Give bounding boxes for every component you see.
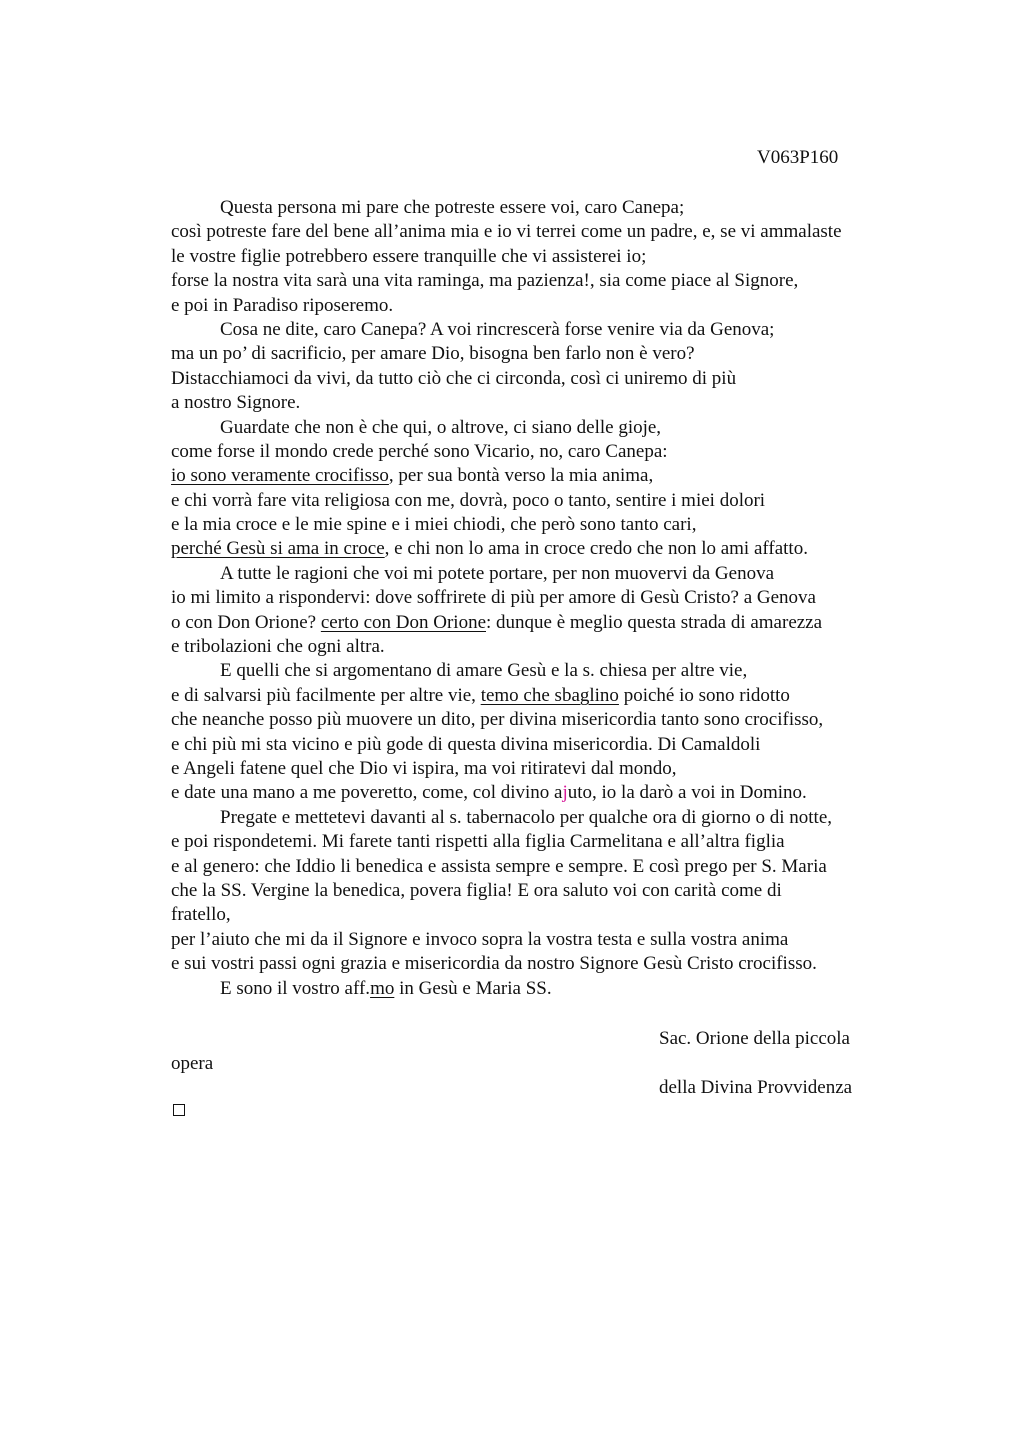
letter-line xyxy=(171,611,931,635)
letter-line: Guardate che non è che qui, o altrove, ci siano delle gioje, xyxy=(220,416,662,438)
line-text: E sono il vostro aff. xyxy=(220,977,371,999)
letter-line: ma un po’ di sacrificio, per amare Dio, bisogna ben farlo non è vero? xyxy=(171,343,695,365)
letter-line: e Angeli fatene quel che Dio vi ispira, ma voi ritiratevi dal mondo, xyxy=(171,757,677,779)
letter-line: e la mia croce e le mie spine e i miei chiodi, che però sono tanto cari, xyxy=(171,514,697,536)
letter-line: che la SS. Vergine la benedica, povera figlia! E ora saluto voi con carità come di xyxy=(171,879,782,901)
letter-line: le vostre figlie potrebbero essere tranquille che vi assisterei io; xyxy=(171,245,647,267)
line-text: uto, io la darò a voi in Domino. xyxy=(567,782,807,804)
line-text: : dunque è meglio questa strada di amarezza xyxy=(486,611,823,633)
letter-line: Questa persona mi pare che potreste essere voi, caro Canepa; xyxy=(220,197,685,218)
letter-line: io mi limito a rispondervi: dove soffrirete di più per amore di Gesù Cristo? a Genova xyxy=(171,587,816,609)
letter-line: e al genero: che Iddio li benedica e assista sempre e sempre. E così prego per S. Maria xyxy=(171,855,827,877)
letter-line: che neanche posso più muovere un dito, per divina misericordia tanto sono crocifisso, xyxy=(171,709,824,731)
letter-line: e tribolazioni che ogni altra. xyxy=(171,636,385,658)
letter-line: e chi vorrà fare vita religiosa con me, dovrà, poco o tanto, sentire i miei dolori xyxy=(171,489,766,511)
letter-line: Cosa ne dite, caro Canepa? A voi rincrescerà forse venire via da Genova; xyxy=(220,318,775,340)
letter-line: E quelli che si argomentano di amare Gesù e la s. chiesa per altre vie, xyxy=(220,660,748,682)
checkbox-glyph xyxy=(173,1104,185,1116)
letter-line: per l’aiuto che mi da il Signore e invoco sopra la vostra testa e sulla vostra anima xyxy=(171,928,789,950)
line-text: , per sua bontà verso la mia anima, xyxy=(388,465,654,487)
letter-line: Distacchiamoci da vivi, da tutto ciò che ci circonda, così ci uniremo di più xyxy=(171,367,737,389)
letter-line: fratello, xyxy=(171,904,231,926)
underlined-phrase: temo che sbaglino xyxy=(480,684,619,706)
line-text: poiché io sono ridotto xyxy=(618,684,790,706)
underlined-phrase: certo con Don Orione xyxy=(320,611,486,633)
letter-line xyxy=(171,781,931,805)
letter-line: a nostro Signore. xyxy=(171,392,301,414)
underlined-phrase: perché Gesù si ama in croce xyxy=(171,538,385,560)
signature-line: Sac. Orione della piccola xyxy=(659,1028,850,1049)
letter-line: così potreste fare del bene all’anima mia e io vi terrei come un padre, e, se vi ammalaste xyxy=(171,221,842,243)
highlighted-letter: j xyxy=(562,782,568,804)
page-id: V063P160 xyxy=(757,147,839,168)
letter-body xyxy=(171,196,931,1001)
letter-line: come forse il mondo crede perché sono Vicario, no, caro Canepa: xyxy=(171,440,668,462)
letter-line: forse la nostra vita sarà una vita raminga, ma pazienza!, sia come piace al Signore, xyxy=(171,270,799,292)
letter-line xyxy=(171,537,931,561)
line-text: in Gesù e Maria SS. xyxy=(394,977,552,999)
line-text: e date una mano a me poveretto, come, col divino a xyxy=(171,782,563,804)
line-text: e di salvarsi più facilmente per altre vie, xyxy=(171,684,481,706)
signature-line: della Divina Provvidenza xyxy=(659,1077,853,1098)
line-text: , e chi non lo ama in croce credo che non lo ami affatto. xyxy=(384,538,808,560)
underlined-phrase: mo xyxy=(370,977,395,999)
letter-line: e poi in Paradiso riposeremo. xyxy=(171,294,394,316)
letter-line: Pregate e mettetevi davanti al s. tabernacolo per qualche ora di giorno o di notte, xyxy=(220,806,832,828)
line-text: o con Don Orione? xyxy=(171,611,321,633)
letter-line: e sui vostri passi ogni grazia e misericordia da nostro Signore Gesù Cristo crocifisso. xyxy=(171,953,817,975)
letter-line: e chi più mi sta vicino e più gode di questa divina misericordia. Di Camaldoli xyxy=(171,733,761,755)
letter-line xyxy=(171,684,931,708)
letter-line xyxy=(171,977,931,1001)
underlined-phrase: io sono veramente crocifisso xyxy=(171,465,389,487)
letter-line xyxy=(171,464,931,488)
signature-line: opera xyxy=(171,1053,214,1074)
letter-line: A tutte le ragioni che voi mi potete portare, per non muovervi da Genova xyxy=(220,562,774,584)
letter-line: e poi rispondetemi. Mi farete tanti rispetti alla figlia Carmelitana e all’altra figlia xyxy=(171,831,785,853)
